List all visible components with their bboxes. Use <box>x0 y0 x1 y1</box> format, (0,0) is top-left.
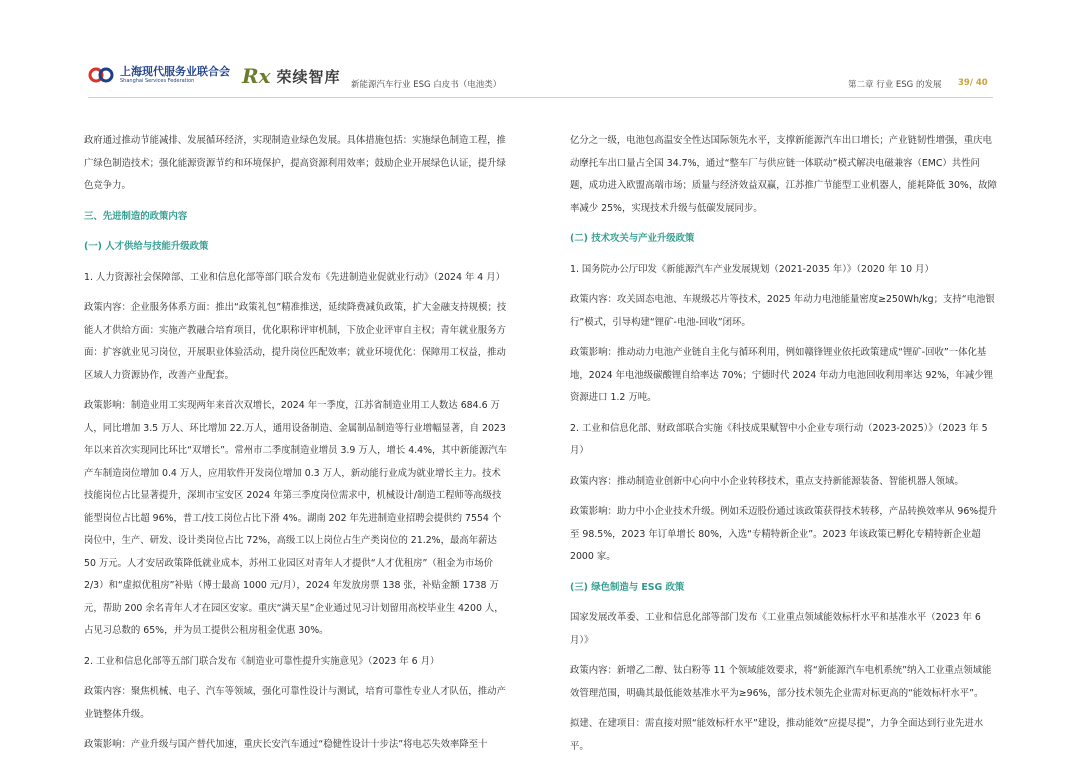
org-name: 上海现代服务业联合会 <box>120 64 230 78</box>
paragraph: 亿分之一级，电池包高温安全性达国际领先水平，支撑新能源汽车出口增长；产业链韧性增强，重庆电动摩托车出口量占全国 34.7%，通过“整车厂与供应链一体联动”模式解决电磁兼容（EMC）共性问题，成功进入欧盟高端市场；质量与经济效益双赢，江苏推广节能型工业机器人，能耗降低 30%，故障率减少 25%，实现技术升级与低碳发展同步。 <box>570 135 997 214</box>
chapter-title: 第二章 行业 ESG 的发展 <box>848 80 942 90</box>
paragraph: 国家发展改革委、工业和信息化部等部门发布《工业重点领域能效标杆水平和基准水平（2023 年 6 月）》 <box>570 612 981 646</box>
section-heading: 三、先进制造的政策内容 <box>84 210 188 222</box>
section-heading: (二) 技术攻关与产业升级政策 <box>570 233 695 244</box>
section-heading: (一) 人才供给与技能升级政策 <box>84 241 209 252</box>
left-column <box>84 130 509 757</box>
paragraph: 1. 人力资源社会保障部、工业和信息化部等部门联合发布《先进制造业促就业行动》（2024 年 4 月） <box>84 271 505 283</box>
paragraph: 2. 工业和信息化部、财政部联合实施《科技成果赋智中小企业专项行动（2023-2025）》（2023 年 5 月） <box>570 422 988 456</box>
header-divider <box>88 97 993 98</box>
org-logo <box>88 64 230 86</box>
paragraph: 拟建、在建项目：需直接对照“能效标杆水平”建设，推动能效“应提尽提”，力争全面达到行业先进水平。 <box>570 718 984 752</box>
paragraph: 政策内容：攻关固态电池、车规级芯片等技术，2025 年动力电池能量密度≥250Wh/kg；支持“电池银行”模式，引导构建“锂矿-电池-回收”闭环。 <box>570 294 995 328</box>
paragraph: 2. 工业和信息化部等五部门联合发布《制造业可靠性提升实施意见》（2023 年 6 月） <box>84 655 440 667</box>
section-heading: (三) 绿色制造与 ESG 政策 <box>570 581 685 593</box>
page-header <box>0 0 1080 110</box>
brand-name: 荣续智库 <box>276 67 341 86</box>
paragraph: 政府通过推动节能减排、发展循环经济，实现制造业绿色发展。具体措施包括：实施绿色制造工程，推广绿色制造技术；强化能源资源节约和环境保护，提高资源利用效率；鼓励企业开展绿色认证，提升绿色竞争力。 <box>84 135 506 191</box>
paragraph: 政策内容：聚焦机械、电子、汽车等领域，强化可靠性设计与测试，培育可靠性专业人才队伍，推动产业链整体升级。 <box>84 686 506 720</box>
page-number: 39/ 40 <box>958 78 988 88</box>
paragraph: 政策内容：企业服务体系方面：推出“政策礼包”精准推送，延续降费减负政策，扩大金融支持规模；技能人才供给方面：实施产教融合培育项目，优化职称评审机制，下放企业评审自主权；青年就业服务方面：扩容就业见习岗位，开展职业体验活动，提升岗位匹配效率；就业环境优化：保障用工权益，推动区域人力资源协作，改善产业配套。 <box>84 302 507 381</box>
paragraph: 政策影响：制造业用工实现两年来首次双增长，2024 年一季度，江苏省制造业用工人数达 684.6 万人，同比增加 3.5 万人、环比增加 22.万人，通用设备制造、金属制品制造等行业增幅显著，自 2023 年以来首次实现同比环比“双增长”。常州市二季度制造业增员 3.9 万人，增长 4.4%，其中新能源汽车产车制造岗位增加 0.4 万人，应用软件开发岗位增加 0.3 万人，新动能行业成为就业增长主力。技术技能岗位占比显著提升，深圳市宝安区 2024 年第三季度岗位需求中，机械设计/制造工程师等高级技能型岗位占比超 96%，普工/技工岗位占比下滑 4%。湖南 202 年先进制造业招聘会提供约 7554 个岗位中，生产、研发、设计类岗位占比 72%，高级工以上岗位占生产类岗位的 21.2%，最高年薪达 50 万元。人才安居政策降低就业成本，苏州工业园区对青年人才提供“人才优租房”（租金为市场价 2/3）和“虚拟优租房”补贴（博士最高 1000 元/月），2024 年发放房票 138 张，补贴金额 1738 万元，帮助 200 余名青年人才在园区安家。重庆“满天星”企业通过见习计划留用高校毕业生 4200 人，占见习总数的 65%，并为员工提供公租房租金优惠 30%。 <box>84 400 508 636</box>
paragraph: 政策内容：新增乙二醇、钛白粉等 11 个领域能效要求，将“新能源汽车电机系统”纳入工业重点领域能效管理范围，明确其最低能效基准水平为≥96%，部分技术领先企业需对标更高的“能效标杆水平”。 <box>570 665 992 699</box>
org-name-en: Shanghai Services Federation <box>120 77 195 84</box>
brand-mark: Rx <box>242 64 271 88</box>
paragraph: 政策影响：产业升级与国产替代加速，重庆长安汽车通过“稳健性设计十步法”将电芯失效率降至十 <box>84 739 488 750</box>
document-title: 新能源汽车行业 ESG 白皮书（电池类） <box>351 80 502 90</box>
paragraph: 政策影响：助力中小企业技术升级。例如禾迈股份通过该政策获得技术转移，产品转换效率从 96%提升至 98.5%，2023 年订单增长 80%，入选“专精特新企业”。2023 年该政策已孵化专精特新企业超 2000 家。 <box>570 506 997 562</box>
paragraph: 政策影响：推动动力电池产业链自主化与循环利用，例如赣锋锂业依托政策建成“锂矿-回收”一体化基地，2024 年电池级碳酸锂自给率达 70%；宁德时代 2024 年动力电池回收利用率达 92%，年减少锂资源进口 1.2 万吨。 <box>570 347 994 403</box>
paragraph: 政策内容：推动制造业创新中心向中小企业转移技术，重点支持新能源装备、智能机器人领域。 <box>570 475 964 487</box>
paragraph: 1. 国务院办公厅印发《新能源汽车产业发展规划（2021-2035 年）》（2020 年 10 月） <box>570 263 934 275</box>
brand-logo <box>242 64 341 88</box>
right-column <box>570 130 998 758</box>
federation-logo-icon <box>88 64 114 86</box>
